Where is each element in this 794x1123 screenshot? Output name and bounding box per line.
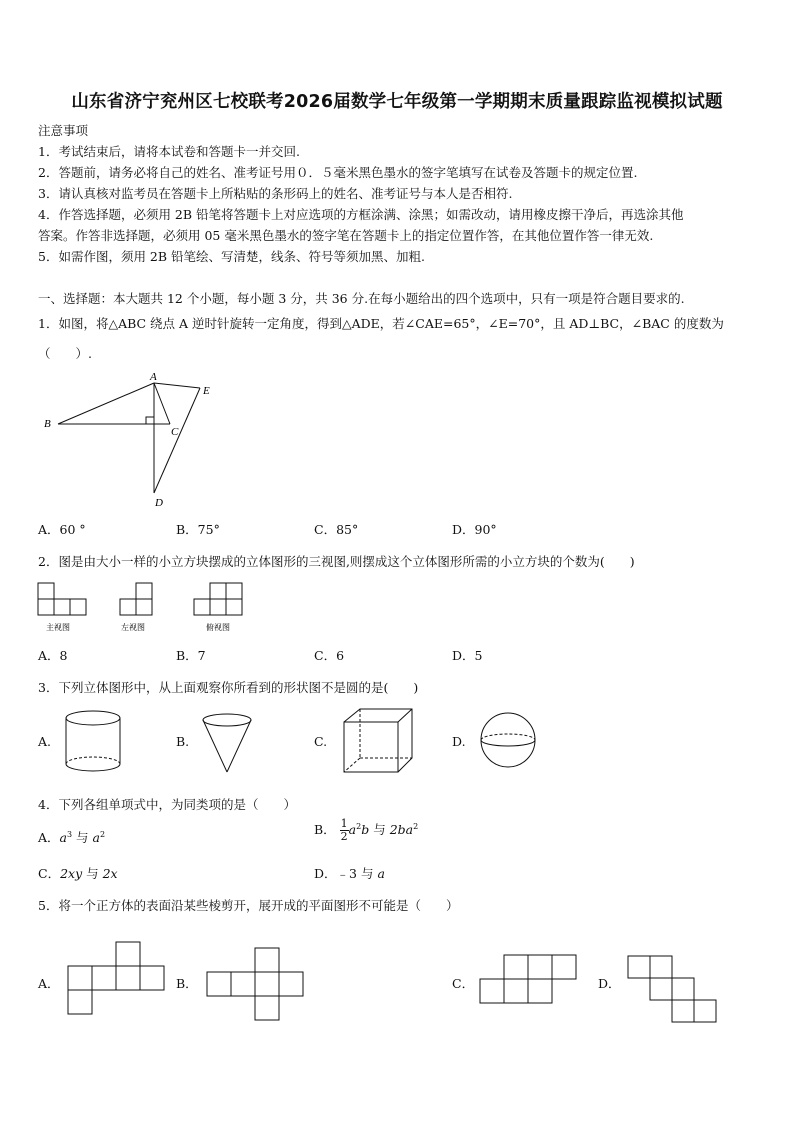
option-c: C．2xy 与 2x (38, 866, 118, 881)
notice-item: 4．作答选择题，必须用 2B 铅笔将答题卡上对应选项的方框涂满、涂黑；如需改动，请用橡皮擦干净后，再选涂其他 (38, 207, 684, 222)
notice-item: 3．请认真核对监考员在答题卡上所粘贴的条形码上的姓名、准考证号与本人是否相符. (38, 186, 513, 201)
notice-item: 答案。作答非选择题，必须用 05 毫米黑色墨水的签字笔在答题卡上的指定位置作答，在其他位置作答一律无效. (38, 228, 654, 243)
point-label-a: A (150, 371, 157, 383)
section-heading: 一、选择题：本大题共 12 个小题，每小题 3 分，共 36 分.在每小题给出的四个选项中，只有一项是符合题目要求的. (38, 291, 685, 306)
page-title: 山东省济宁兖州区七校联考2026届数学七年级第一学期期末质量跟踪监视模拟试题 (71, 92, 723, 112)
cube-figure (340, 706, 416, 776)
cylinder-figure (62, 708, 124, 774)
top-view-figure (192, 580, 252, 636)
cube-net-d (626, 954, 722, 1024)
view-caption: 俯视图 (206, 623, 230, 632)
notice-item: 5．如需作图，须用 2B 铅笔绘、写清楚，线条、符号等须加黑、加粗. (38, 249, 426, 264)
view-caption: 主视图 (46, 623, 70, 632)
option-c-label: C. (314, 734, 328, 749)
cube-net-a (66, 940, 166, 1016)
option-d-label: D． (598, 976, 621, 991)
option-b: B．75° (176, 522, 220, 537)
notice-item: 2．答题前，请务必将自己的姓名、准考证号用０．５毫米黑色墨水的签字笔填写在试卷及答题卡的规定位置. (38, 165, 638, 180)
option-c: C．6 (314, 648, 345, 663)
sphere-figure (478, 710, 538, 770)
side-view-figure (117, 580, 163, 636)
question-1-blank: （ ）. (38, 346, 92, 361)
point-label-b: B (44, 418, 51, 430)
point-label-e: E (203, 385, 210, 397)
option-c: C．85° (314, 522, 359, 537)
fraction-one-half: $\frac{1}{2}$ (340, 817, 348, 843)
option-b-label: B. (176, 734, 190, 749)
option-a-label: A. (38, 734, 52, 749)
question-1-stem: 1．如图，将△ABC 绕点 A 逆时针旋转一定角度，得到△ADE，若∠CAE=65°，∠E=70°，且 AD⊥BC，∠BAC 的度数为 (38, 316, 724, 331)
option-b-label: B． (176, 976, 198, 991)
option-a: A．8 (38, 648, 68, 663)
question-2-stem: 2．图是由大小一样的小立方块摆成的立体图形的三视图,则摆成这个立体图形所需的小立方块的个数为( ) (38, 554, 635, 569)
point-label-d: D (155, 497, 163, 509)
option-d: D．﹣3 与 a (314, 866, 385, 881)
cube-net-b (205, 946, 307, 1024)
option-a: A．$a^3$ 与 $a^2$ (38, 829, 106, 845)
option-a-label: A． (38, 976, 60, 991)
option-d-label: D. (452, 734, 466, 749)
question-3-stem: 3．下列立体图形中，从上面观察你所看到的形状图不是圆的是( ) (38, 680, 419, 695)
question-5-stem: 5．将一个正方体的表面沿某些棱剪开，展开成的平面图形不可能是（ ） (38, 898, 459, 913)
front-view-figure (36, 580, 96, 636)
cube-net-c (478, 953, 578, 1005)
option-d: D．90° (452, 522, 497, 537)
view-caption: 左视图 (121, 623, 145, 632)
option-a: A．60 ° (38, 522, 86, 537)
option-b: B．7 (176, 648, 206, 663)
option-b: B． $\frac{1}{2}$ $a^2b$ 与 $2ba^2$ (314, 817, 419, 843)
option-d: D．5 (452, 648, 483, 663)
point-label-c: C (171, 426, 179, 438)
notice-heading: 注意事项 (38, 123, 89, 138)
question-4-stem: 4．下列各组单项式中，为同类项的是（ ） (38, 797, 296, 812)
triangle-rotation-figure (40, 368, 230, 513)
option-c-label: C． (452, 976, 475, 991)
cone-figure (200, 710, 256, 776)
notice-item: 1．考试结束后，请将本试卷和答题卡一并交回. (38, 144, 300, 159)
